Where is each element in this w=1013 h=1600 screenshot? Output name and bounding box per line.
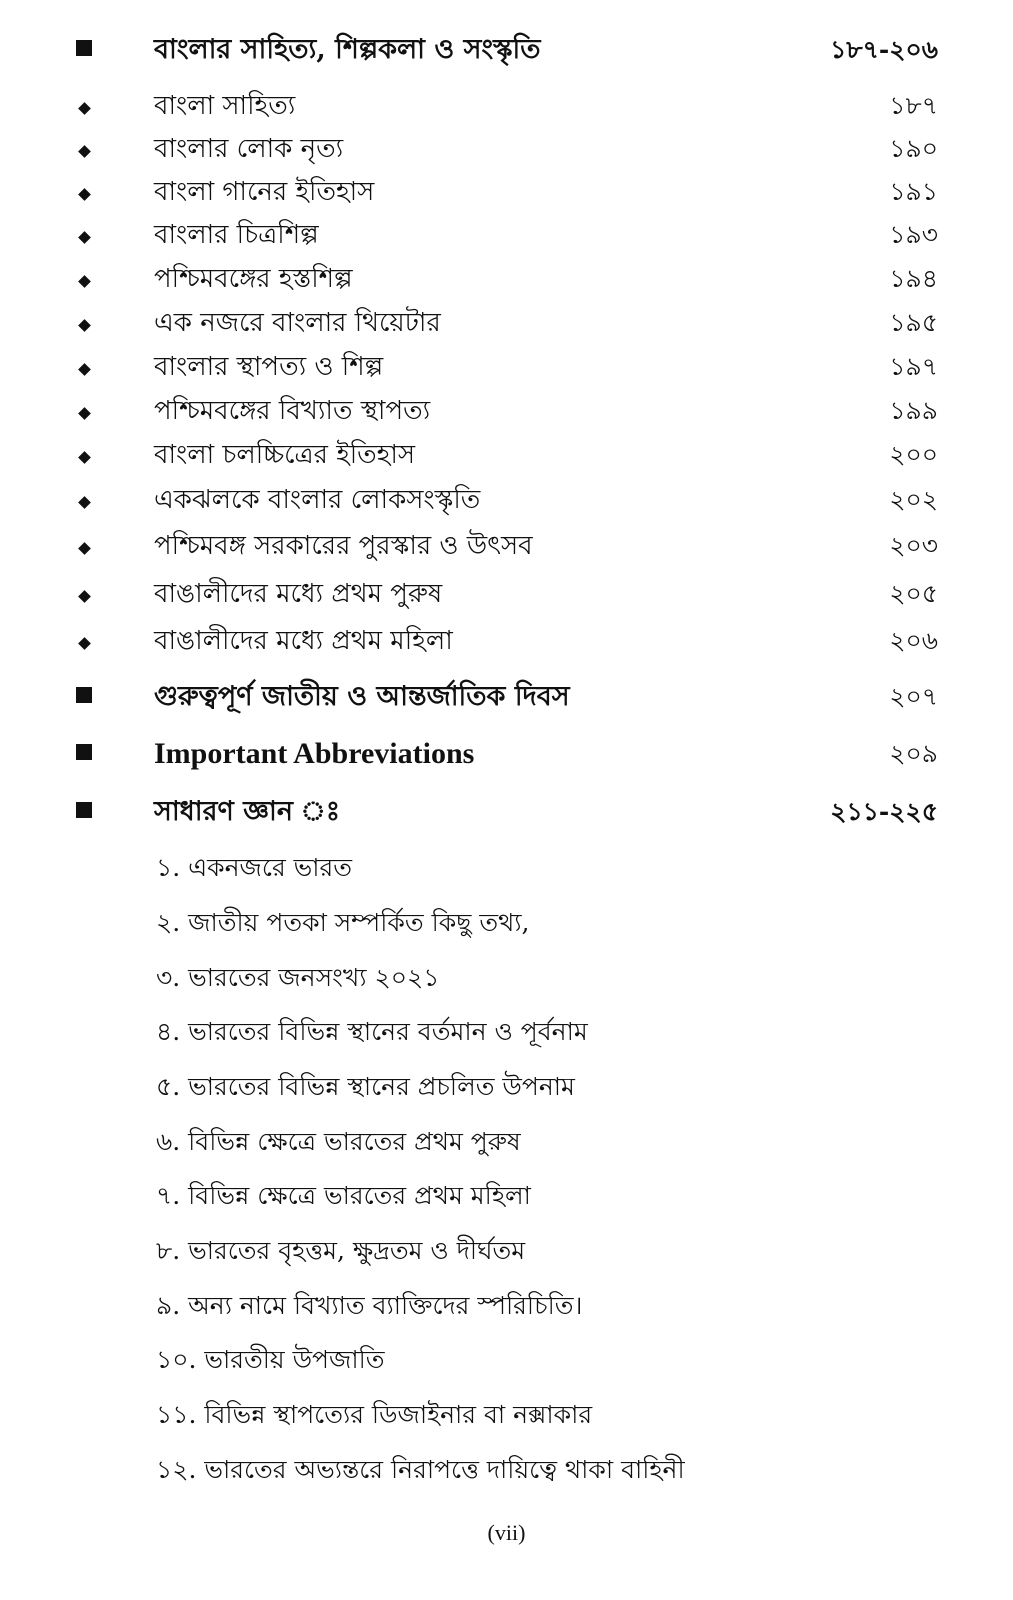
item-page: ২০২	[889, 485, 938, 514]
toc-item-row	[0, 257, 1013, 301]
section-pages: ১৮৭-২০৬	[830, 35, 938, 64]
toc-item-row	[0, 301, 1013, 345]
toc-item-row	[0, 572, 1013, 616]
toc-item-row	[0, 345, 1013, 389]
section-title: বাংলার সাহিত্য, শিল্পকলা ও সংস্কৃতি	[154, 34, 541, 65]
sub-item: ১. একনজরে ভারত	[156, 853, 353, 882]
diamond-bullet-icon	[75, 227, 93, 246]
toc-item-row	[0, 170, 1013, 214]
diamond-bullet-icon	[75, 184, 93, 203]
section-pages: ২০৯	[889, 739, 938, 768]
item-title: পশ্চিমবঙ্গের বিখ্যাত স্থাপত্য	[154, 396, 431, 426]
section-pages: ২০৭	[889, 682, 938, 711]
item-title: বাঙালীদের মধ্যে প্রথম মহিলা	[154, 626, 453, 656]
item-page: ১৯৪	[889, 264, 938, 293]
diamond-bullet-icon	[75, 447, 93, 466]
diamond-bullet-icon	[75, 315, 93, 334]
sub-item: ৮. ভারতের বৃহত্তম, ক্ষুদ্রতম ও দীর্ঘতম	[156, 1236, 526, 1265]
square-bullet-icon	[75, 744, 93, 764]
toc-section-row	[0, 675, 1013, 719]
toc-item-row	[0, 478, 1013, 522]
item-title: এক নজরে বাংলার থিয়েটার	[154, 308, 441, 338]
toc-item-row	[0, 524, 1013, 568]
toc-section-row	[0, 790, 1013, 834]
item-title: পশ্চিমবঙ্গ সরকারের পুরস্কার ও উৎসব	[154, 531, 533, 561]
item-page: ১৯১	[889, 177, 938, 206]
section-pages: ২১১-২২৫	[830, 797, 938, 826]
diamond-bullet-icon	[75, 403, 93, 422]
diamond-bullet-icon	[75, 271, 93, 290]
toc-section-row	[0, 28, 1013, 72]
item-page: ২০০	[889, 440, 938, 469]
sub-item: ১১. বিভিন্ন স্থাপত্যের ডিজাইনার বা নক্সাকার	[156, 1400, 593, 1429]
sub-item: ১২. ভারতের অভ্যন্তরে নিরাপত্তে দায়িত্বে থাকা বাহিনী	[156, 1455, 685, 1484]
item-title: বাংলা গানের ইতিহাস	[154, 177, 375, 207]
item-title: বাংলার চিত্রশিল্প	[154, 220, 319, 250]
diamond-bullet-icon	[75, 141, 93, 160]
item-title: বাংলা চলচ্চিত্রের ইতিহাস	[154, 440, 416, 470]
diamond-bullet-icon	[75, 633, 93, 652]
toc-item-row	[0, 213, 1013, 257]
item-page: ১৮৭	[889, 91, 938, 120]
sub-item: ১০. ভারতীয় উপজাতি	[156, 1345, 385, 1374]
item-title: পশ্চিমবঙ্গের হস্তশিল্প	[154, 264, 353, 294]
diamond-bullet-icon	[75, 538, 93, 557]
sub-item: ৪. ভারতের বিভিন্ন স্থানের বর্তমান ও পূর্বনাম	[156, 1017, 588, 1046]
section-title: গুরুত্বপূর্ণ জাতীয় ও আন্তর্জাতিক দিবস	[154, 681, 570, 712]
sub-item: ৫. ভারতের বিভিন্ন স্থানের প্রচলিত উপনাম	[156, 1072, 575, 1101]
section-title: Important Abbreviations	[154, 737, 475, 770]
item-page: ২০৩	[889, 531, 938, 560]
toc-item-row	[0, 127, 1013, 171]
item-title: বাংলার লোক নৃত্য	[154, 134, 344, 164]
toc-section-row	[0, 732, 1013, 776]
square-bullet-icon	[75, 802, 93, 822]
sub-item: ৬. বিভিন্ন ক্ষেত্রে ভারতের প্রথম পুরুষ	[156, 1127, 521, 1156]
item-page: ১৯৫	[889, 308, 938, 337]
page-number: (vii)	[487, 1520, 526, 1545]
sub-item: ২. জাতীয় পতকা সম্পর্কিত কিছু তথ্য,	[156, 908, 530, 937]
toc-item-row	[0, 433, 1013, 477]
sub-item: ৯. অন্য নামে বিখ্যাত ব্যাক্তিদের স্পরিচিতি।	[156, 1291, 583, 1320]
item-title: বাংলার স্থাপত্য ও শিল্প	[154, 352, 384, 382]
square-bullet-icon	[75, 40, 93, 60]
toc-item-row	[0, 84, 1013, 128]
item-page: ১৯৩	[889, 220, 938, 249]
square-bullet-icon	[75, 687, 93, 707]
section-title: সাধারণ জ্ঞান ঃ	[154, 796, 341, 827]
item-page: ১৯৭	[889, 352, 938, 381]
item-title: একঝলকে বাংলার লোকসংস্কৃতি	[154, 485, 481, 515]
item-title: বাংলা সাহিত্য	[154, 91, 296, 121]
item-page: ২০৫	[889, 579, 938, 608]
item-page: ২০৬	[889, 626, 938, 655]
diamond-bullet-icon	[75, 586, 93, 605]
toc-item-row	[0, 389, 1013, 433]
diamond-bullet-icon	[75, 492, 93, 511]
diamond-bullet-icon	[75, 98, 93, 117]
item-page: ১৯০	[889, 134, 938, 163]
sub-item: ৩. ভারতের জনসংখ্য ২০২১	[156, 963, 440, 992]
toc-item-row	[0, 619, 1013, 663]
sub-item: ৭. বিভিন্ন ক্ষেত্রে ভারতের প্রথম মহিলা	[156, 1181, 531, 1210]
item-page: ১৯৯	[889, 396, 938, 425]
item-title: বাঙালীদের মধ্যে প্রথম পুরুষ	[154, 579, 443, 609]
diamond-bullet-icon	[75, 359, 93, 378]
